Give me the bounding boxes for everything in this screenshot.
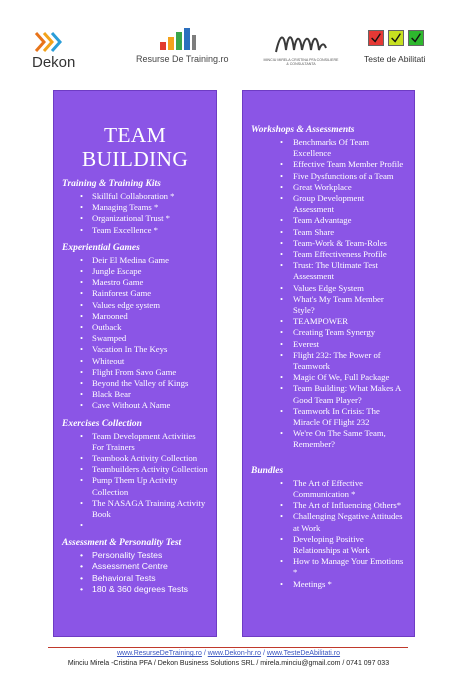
list-item: • Teambuilders Activity Collection — [62, 464, 208, 475]
list-item: • Teamwork In Crisis: The Miracle Of Flight 232 — [251, 406, 406, 428]
mm-monogram-icon — [272, 28, 328, 56]
mm-logo — [262, 28, 340, 72]
mm-logo-caption: MINCIU MIRELA CRISTINA PFA CONSILIERE & CONSULTANTA — [263, 58, 339, 67]
red-checkbox-icon — [368, 30, 384, 46]
item-list — [62, 550, 208, 595]
list-item: • We're On The Same Team, Remember? — [251, 428, 406, 450]
list-item: • What's My Team Member Style? — [251, 294, 406, 316]
list-item: • Everest — [251, 339, 406, 350]
right-sections — [251, 124, 406, 590]
footer-links — [0, 650, 457, 657]
list-item: • Deir El Medina Game — [62, 255, 208, 266]
list-item: • Behavioral Tests — [62, 573, 208, 584]
list-item: • Whiteout — [62, 356, 208, 367]
item-list — [251, 478, 406, 590]
list-item: • Great Workplace — [251, 182, 406, 193]
resurse-logo-text: Resurse De Training.ro — [136, 54, 229, 64]
resurse-bars-icon — [158, 28, 198, 50]
list-item: • Teambook Activity Collection — [62, 453, 208, 464]
list-item: • Five Dysfunctions of a Team — [251, 171, 406, 182]
list-item: • Swamped — [62, 333, 208, 344]
list-item: • Values edge system — [62, 300, 208, 311]
item-list — [62, 255, 208, 412]
list-item: • Cave Without A Name — [62, 400, 208, 411]
list-item: • Organizational Trust * — [62, 213, 208, 224]
list-item: • Assessment Centre — [62, 561, 208, 572]
right-panel — [242, 90, 415, 637]
section — [251, 124, 406, 451]
list-item: • Values Edge System — [251, 283, 406, 294]
list-item: • Managing Teams * — [62, 202, 208, 213]
section — [62, 242, 208, 412]
list-item: • Beyond the Valley of Kings — [62, 378, 208, 389]
list-item: • Developing Positive Relationships at Work — [251, 534, 406, 556]
list-item: • Challenging Negative Attitudes at Work — [251, 511, 406, 533]
left-sections — [62, 178, 208, 595]
list-item: • Benchmarks Of Team Excellence — [251, 137, 406, 159]
section — [62, 418, 208, 532]
list-item: • Trust: The Ultimate Test Assessment — [251, 260, 406, 282]
list-item: • Flight From Savo Game — [62, 367, 208, 378]
page-title — [62, 123, 208, 171]
section — [62, 178, 208, 236]
list-item: • Marooned — [62, 311, 208, 322]
green-checkbox-icon — [408, 30, 424, 46]
section — [251, 465, 406, 590]
list-item: • Team-Work & Team-Roles — [251, 238, 406, 249]
header — [0, 0, 457, 80]
dekon-logo — [28, 30, 98, 72]
footer-separator: / — [201, 650, 208, 657]
list-item: • Maestro Game — [62, 277, 208, 288]
resurse-logo — [130, 28, 230, 70]
teste-logo-text: Teste de Abilitati — [364, 54, 426, 64]
list-item: • Jungle Escape — [62, 266, 208, 277]
section-title: Bundles — [251, 465, 284, 476]
section-title: Experiential Games — [62, 242, 140, 253]
list-item: • Black Bear — [62, 389, 208, 400]
list-item: • Team Advantage — [251, 215, 406, 226]
footer-separator: / — [261, 650, 267, 657]
section-title: Exercises Collection — [62, 418, 142, 429]
list-item: • Meetings * — [251, 579, 406, 590]
list-item: • Team Effectiveness Profile — [251, 249, 406, 260]
title-line-1: TEAM — [103, 123, 167, 147]
list-item: • Rainforest Game — [62, 288, 208, 299]
teste-logo — [364, 30, 436, 70]
list-item: • Team Building: What Makes A Good Team Player? — [251, 383, 406, 405]
section-title: Assessment & Personality Test — [62, 538, 182, 549]
section-title: Workshops & Assessments — [251, 125, 355, 135]
dekon-chevrons-icon — [34, 30, 68, 54]
list-item: • Team Excellence * — [62, 225, 208, 236]
list-item: • Team Development Activities For Trainers — [62, 431, 208, 453]
list-item: • The Art of Influencing Others* — [251, 500, 406, 511]
item-list — [62, 431, 208, 532]
list-item: • 180 & 360 degrees Tests — [62, 584, 208, 595]
list-item: • Skillful Collaboration * — [62, 191, 208, 202]
link-dekon[interactable]: www.Dekon-hr.ro — [207, 650, 262, 657]
list-item: • Magic Of We, Full Package — [251, 372, 406, 383]
list-item: • The Art of Effective Communication * — [251, 478, 406, 500]
list-item: • Creating Team Synergy — [251, 327, 406, 338]
link-teste[interactable]: www.TesteDeAbilitati.ro — [266, 650, 341, 657]
title-line-2: BUILDING — [81, 147, 189, 171]
list-item — [62, 520, 208, 531]
list-item: • Effective Team Member Profile — [251, 159, 406, 170]
list-item: • Vacation In The Keys — [62, 344, 208, 355]
list-item: • How to Manage Your Emotions * — [251, 556, 406, 578]
footer-contact-info: Minciu Mirela -Cristina PFA / Dekon Business Solutions SRL / mirela.minciu@gmail.com / 0741 097 033 — [67, 660, 390, 667]
section — [62, 537, 208, 595]
list-item: • TEAMPOWER — [251, 316, 406, 327]
list-item: • Pump Them Up Activity Collection — [62, 475, 208, 497]
link-resurse[interactable]: www.ResurseDeTraining.ro — [116, 650, 202, 657]
list-item: • Team Share — [251, 227, 406, 238]
left-panel — [53, 90, 217, 637]
item-list — [251, 137, 406, 451]
footer-divider — [48, 647, 408, 648]
list-item: • The NASAGA Training Activity Book — [62, 498, 208, 520]
section-title: Training & Training Kits — [62, 179, 161, 189]
checkbox-squares-icon — [368, 30, 428, 50]
yellow-checkbox-icon — [388, 30, 404, 46]
list-item: • Flight 232: The Power of Teamwork — [251, 350, 406, 372]
dekon-logo-text: Dekon — [32, 54, 76, 71]
list-item: • Outback — [62, 322, 208, 333]
item-list — [62, 191, 208, 236]
list-item: • Group Development Assessment — [251, 193, 406, 215]
list-item: • Personality Testes — [62, 550, 208, 561]
